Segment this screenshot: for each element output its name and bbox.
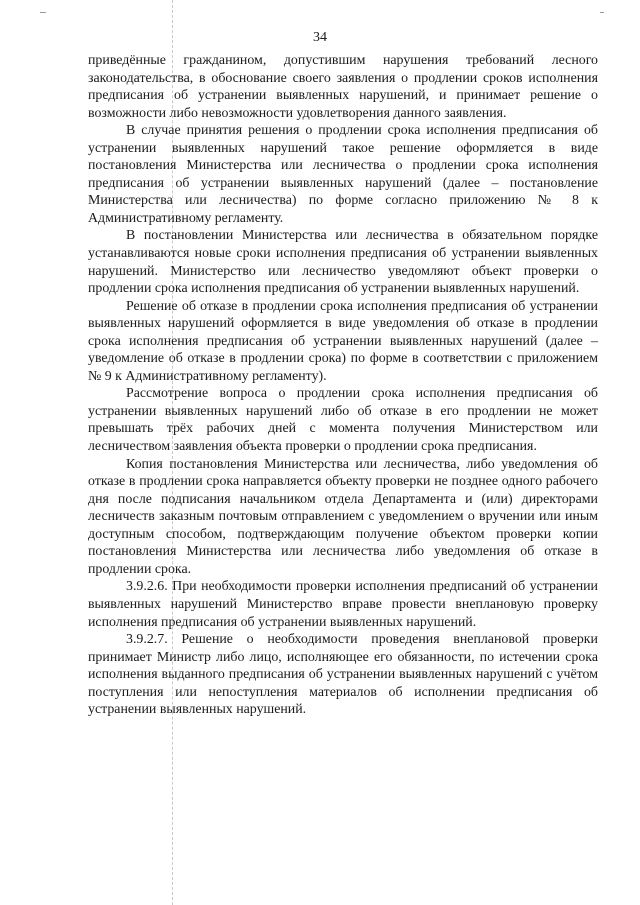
scan-speck — [600, 12, 604, 13]
paragraph-extension-decision: В случае принятия решения о продлении срока исполнения предписания об устранении выявленных нарушений такое решение оформляется в виде постановления Министерства или лесничества о продлении срока исполнения предписания об устранении выявленных нарушений (далее – постановление Министерства или лесничества) по форме согласно приложению № 8 к Административному регламенту. — [88, 123, 598, 226]
paragraph-refusal-decision: Решение об отказе в продлении срока исполнения предписания об устранении выявленных нарушений оформляется в виде уведомления об отказе в продлении срока исполнения предписания об устранении выявленных нарушений (далее – уведомление об отказе в продлении срока) по форме в соответствии с приложением № 9 к Административному регламенту). — [88, 298, 598, 384]
paragraph-review-period: Рассмотрение вопроса о продлении срока исполнения предписания об устранении выявленных нарушений либо об отказе в его продлении не может превышать трёх рабочих дней с момента получения Министерством или лесничеством заявления объекта проверки о продлении срока предписания. — [88, 386, 598, 455]
scan-speck — [40, 12, 46, 13]
paragraph-3-9-2-6: 3.9.2.6. При необходимости проверки исполнения предписаний об устранении выявленных нарушений Министерство вправе провести внеплановую проверку исполнения предписания об устранении выявленных нарушений. — [88, 579, 598, 630]
paragraph-continuation: приведённые гражданином, допустившим нарушения требований лесного законодательства, в обоснование своего заявления о продлении сроков исполнения предписания об устранении выявленных нарушений, и принимает решение о возможности либо невозможности удовлетворения данного заявления. — [88, 53, 598, 121]
paragraph-3-9-2-7: 3.9.2.7. Решение о необходимости проведения внеплановой проверки принимает Министр либо лицо, исполняющее его обязанности, по истечении срока исполнения выданного предписания об устранении выявленных нарушений с учётом поступления или непоступления материалов об исполнении предписания об устранении выявленных нарушений. — [88, 632, 598, 718]
page-number: 34 — [313, 30, 327, 45]
paragraph-new-deadlines: В постановлении Министерства или лесничества в обязательном порядке устанавливаются новые сроки исполнения предписания об устранении выявленных нарушений. Министерство или лесничество уведомляют объект проверки о продлении срока исполнения предписания об устранении выявленных нарушений. — [88, 228, 598, 297]
document-body — [88, 52, 598, 719]
paragraph-copy-delivery: Копия постановления Министерства или лесничества, либо уведомления об отказе в продлении срока направляется объекту проверки не позднее одного рабочего дня после подписания начальником отдела Департамента и (или) директорами лесничеств заказным почтовым отправлением с уведомлением о вручении или иным доступным способом, подтверждающим получение объектом проверки копии постановления Министерства или лесничества либо уведомления об отказе в продлении срока. — [88, 456, 598, 577]
